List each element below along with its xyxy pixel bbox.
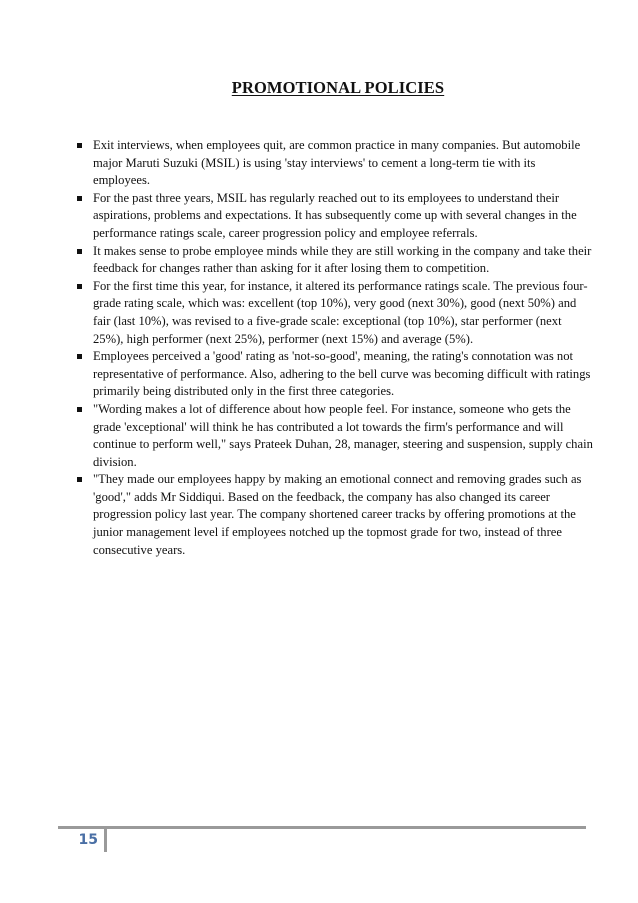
list-item-text: "They made our employees happy by making an emotional connect and removing grades such as 'good'," adds Mr Siddiqui. Based on the feedback, the company has also changed its career progression policy last year. The company shortened career tracks by offering promotions at the junior management level if employees notched up the topmost grade for two, instead of three consecutive years. <box>93 472 582 557</box>
square-bullet-icon <box>77 407 82 412</box>
square-bullet-icon <box>77 477 82 482</box>
list-item <box>93 348 593 401</box>
footer-vertical-divider <box>104 829 107 852</box>
page-number: 15 <box>78 832 98 848</box>
list-item-text: For the first time this year, for instance, it altered its performance ratings scale. The previous four-grade rating scale, which was: excellent (top 10%), very good (next 30%), good (next 50%) and fair (last 10%), was revised to a five-grade scale: exceptional (top 10%), star performer (next 25%), high performer (next 25%), performer (next 15%) and average (5%). <box>93 278 588 346</box>
list-item-text: It makes sense to probe employee minds while they are still working in the company and take their feedback for changes rather than asking for it after losing them to competition. <box>93 243 592 276</box>
square-bullet-icon <box>77 196 82 201</box>
list-item-text: "Wording makes a lot of difference about how people feel. For instance, someone who gets the grade 'exceptional' will think he has contributed a lot towards the firm's performance and will continue to perform well," says Prateek Duhan, 28, manager, steering and suspension, supply chain division. <box>93 401 593 469</box>
list-item-text: For the past three years, MSIL has regularly reached out to its employees to understand their aspirations, problems and expectations. It has subsequently come up with several changes in the performance ratings scale, career progression policy and employee referrals. <box>93 190 577 240</box>
bullet-list <box>93 137 593 559</box>
list-item <box>93 243 593 278</box>
list-item <box>93 401 593 471</box>
footer-divider <box>58 826 586 829</box>
list-item <box>93 471 593 559</box>
list-item <box>93 190 593 243</box>
square-bullet-icon <box>77 143 82 148</box>
list-item-text: Exit interviews, when employees quit, are common practice in many companies. But automobile major Maruti Suzuki (MSIL) is using 'stay interviews' to cement a long-term tie with its employees. <box>93 138 581 188</box>
list-item <box>93 137 593 190</box>
square-bullet-icon <box>77 354 82 359</box>
list-item-text: Employees perceived a 'good' rating as 'not-so-good', meaning, the rating's connotation was not representative of performance. Also, adhering to the bell curve was becoming difficult with ratings primarily being distributed only in the first three categories. <box>93 349 591 399</box>
square-bullet-icon <box>77 284 82 289</box>
list-item <box>93 278 593 348</box>
square-bullet-icon <box>77 249 82 254</box>
page-title: PROMOTIONAL POLICIES <box>231 78 445 97</box>
